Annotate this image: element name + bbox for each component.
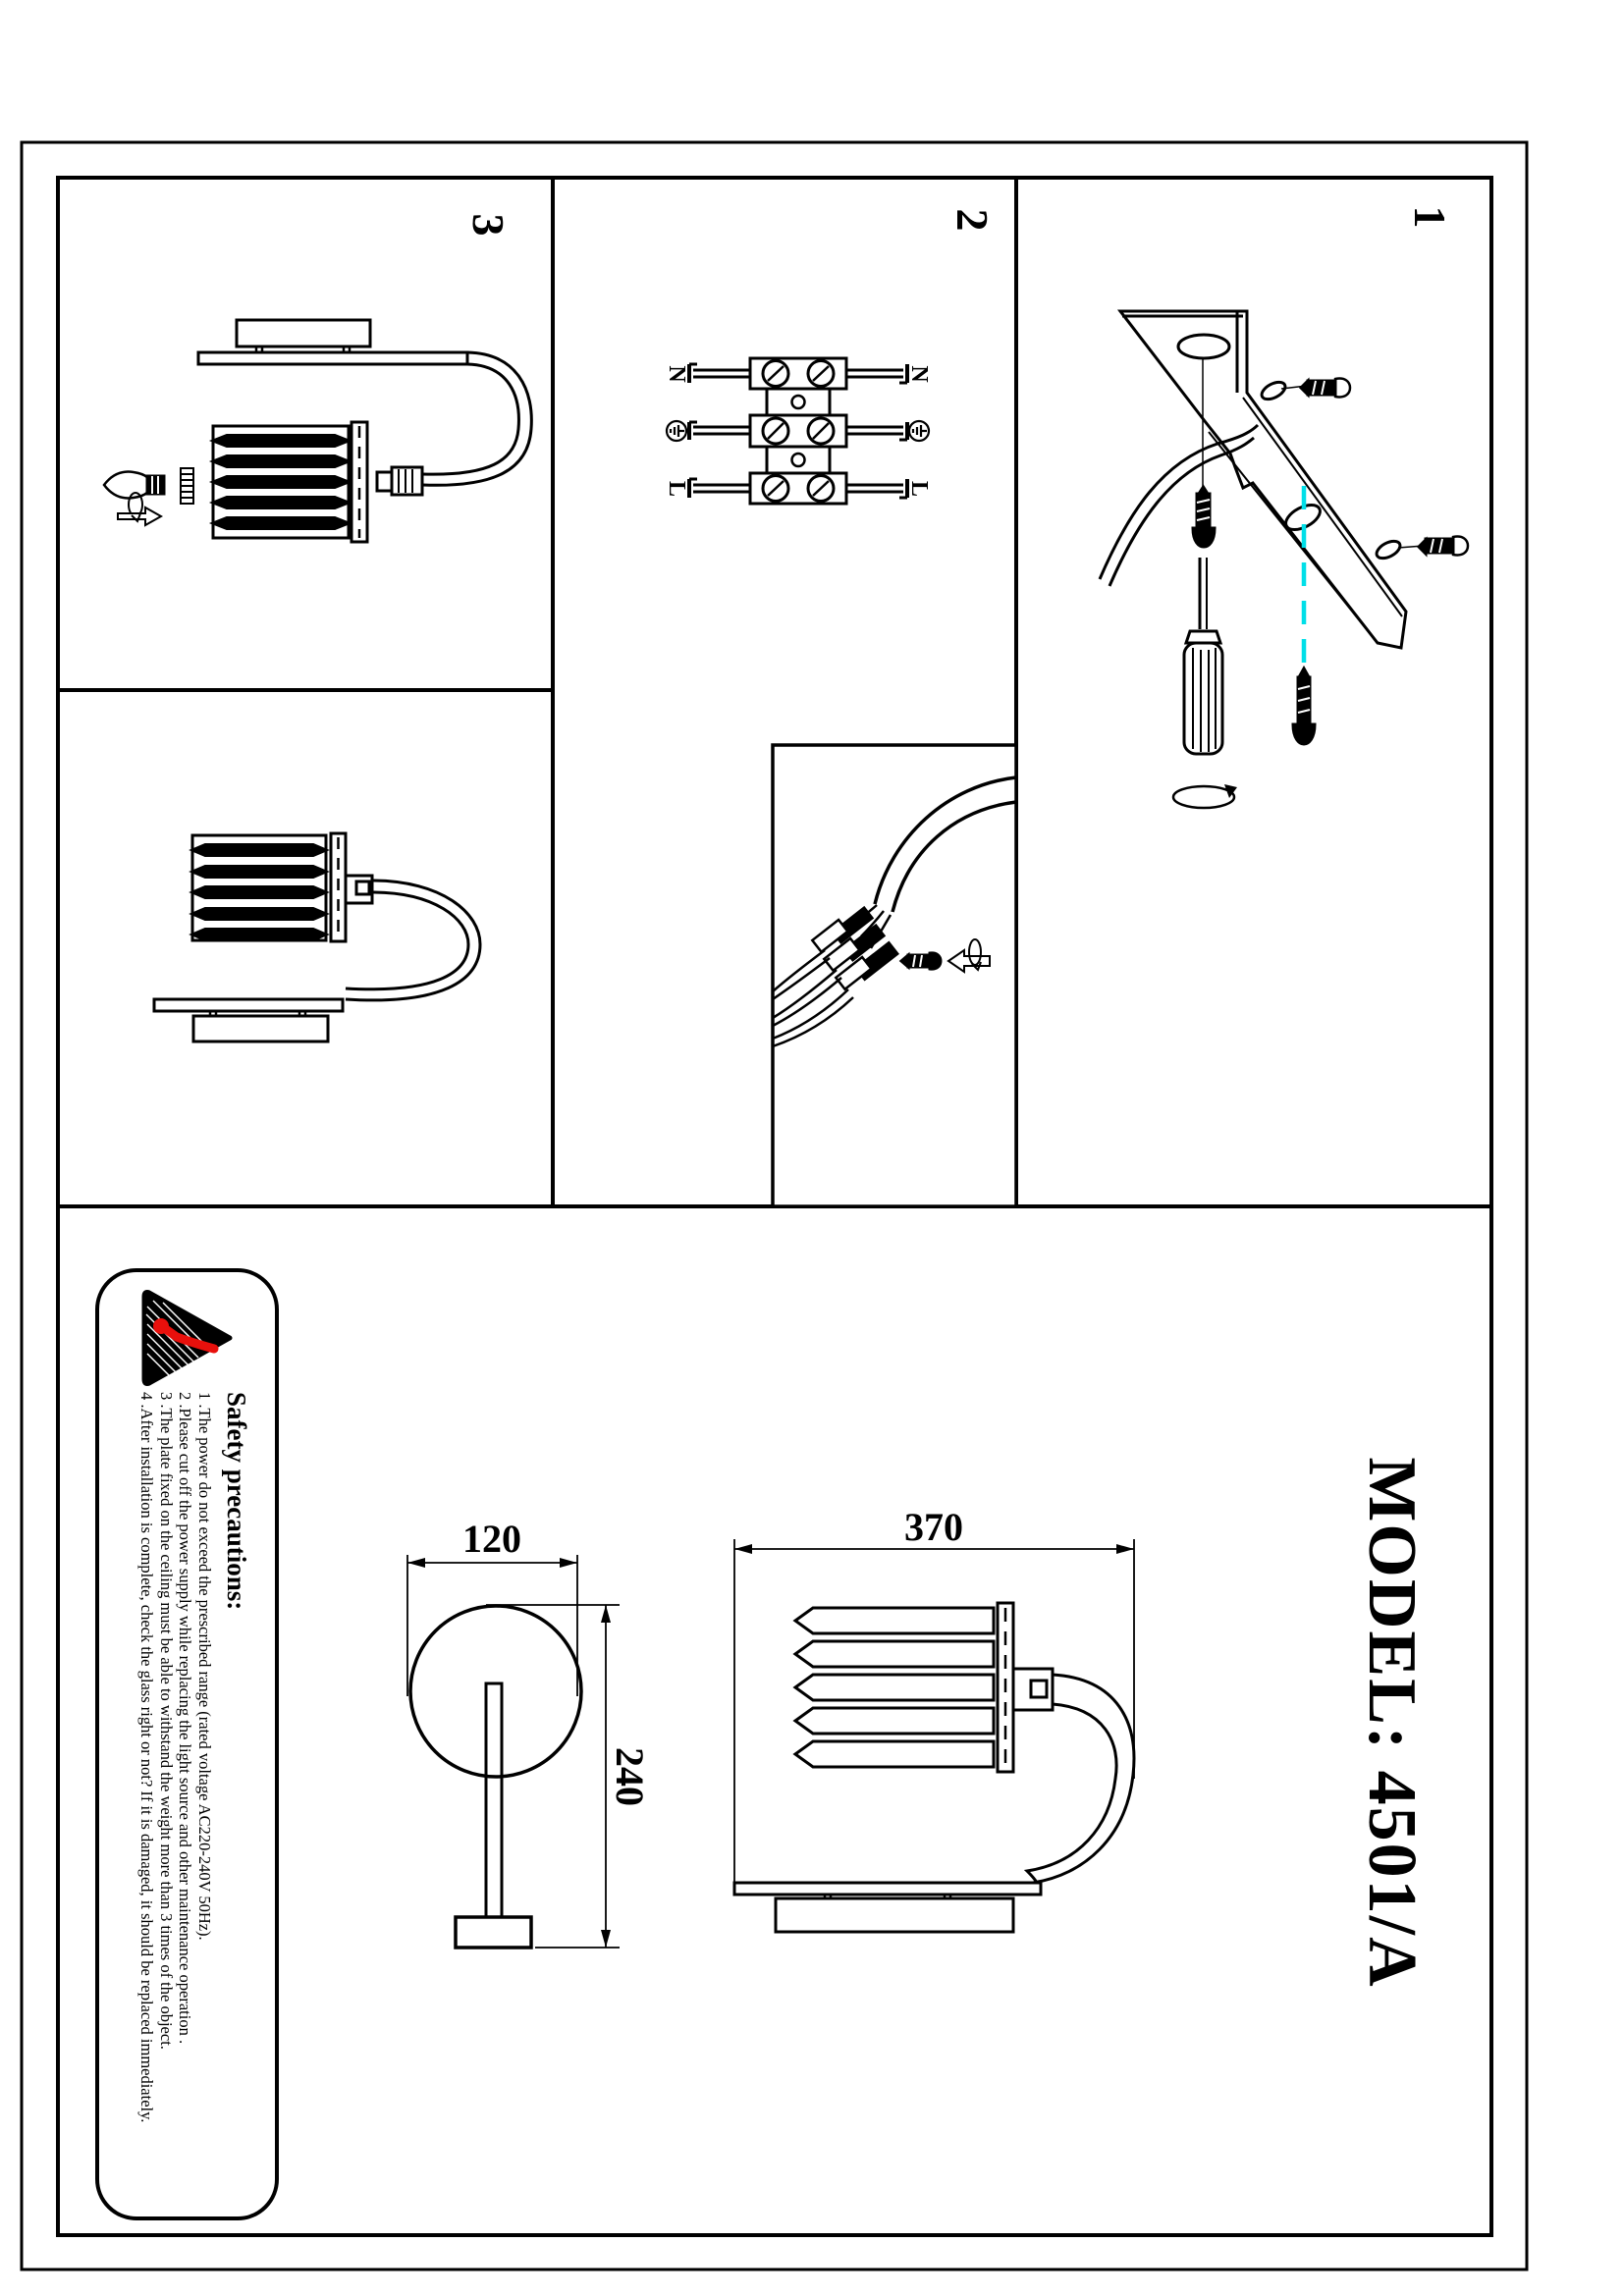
socket-icon <box>346 876 372 903</box>
terminal-pole-l <box>689 473 907 504</box>
shade-front-drawing <box>410 1606 581 1948</box>
live-label-left: L <box>664 480 689 498</box>
lamp-side-drawing <box>734 1603 1134 1932</box>
bulb-icon <box>104 472 164 499</box>
crystal-shade-icon <box>192 833 346 941</box>
safety-heading: Safety precautions: <box>222 1392 251 1611</box>
crystal-shade-icon <box>795 1603 1013 1772</box>
earth-icon <box>667 421 686 441</box>
screw-icon <box>1281 379 1350 398</box>
collar-icon <box>181 468 193 504</box>
safety-items <box>137 1392 214 2122</box>
dimension-120-label: 120 <box>462 1517 521 1561</box>
wire-detail-drawing <box>773 745 1016 1206</box>
live-label-right: L <box>906 480 932 498</box>
dimension-370 <box>734 1539 1134 1883</box>
terminal-pole-earth <box>689 415 907 447</box>
safety-item-2: 2 .Please cut off the power supply while replacing the light source and other maintenance operation . <box>176 1392 195 2045</box>
screwdriver-icon <box>1184 558 1222 754</box>
dimension-240-label: 240 <box>608 1747 652 1806</box>
screw-icon <box>1293 668 1315 744</box>
lamp-exploded-drawing <box>104 320 531 542</box>
terminal-pole-n <box>689 358 907 389</box>
screw-icon <box>901 953 941 969</box>
dimension-370-label: 370 <box>904 1505 963 1549</box>
safety-item-4: 4 .After installation is complete, check the glass right or not? If it is damaged, it should be replaced immediately. <box>137 1392 157 2123</box>
screw-icon <box>1398 537 1468 556</box>
panel2-number: 2 <box>947 208 998 232</box>
rotate-arrow-icon <box>1173 784 1237 808</box>
neutral-label-right: N <box>906 365 932 383</box>
panel3-number: 3 <box>463 213 514 237</box>
terminal-strip-drawing <box>664 358 932 504</box>
screw-icon <box>1193 487 1215 547</box>
safety-item-3: 3 .The plate fixed on the ceiling must be able to withstand the weight more than 3 times of the object. <box>157 1392 176 2050</box>
socket-icon <box>377 467 422 495</box>
mounting-plate-drawing <box>1100 311 1468 808</box>
socket-icon <box>1013 1669 1053 1710</box>
cable-curve <box>1100 425 1258 586</box>
earth-icon <box>909 421 929 441</box>
safety-item-1: 1 .The power do not exceed the prescribed range (rated voltage AC220-240V 50Hz). <box>195 1392 214 1941</box>
safety-precautions-box <box>95 1268 279 2220</box>
crystal-shade-icon <box>213 422 367 542</box>
neutral-label-left: N <box>664 365 689 383</box>
panel1-number: 1 <box>1405 205 1455 229</box>
warning-triangle-icon <box>139 1287 236 1389</box>
lamp-folded-drawing <box>154 833 480 1041</box>
model-number: MODEL: 4501/A <box>1354 1457 1430 1989</box>
